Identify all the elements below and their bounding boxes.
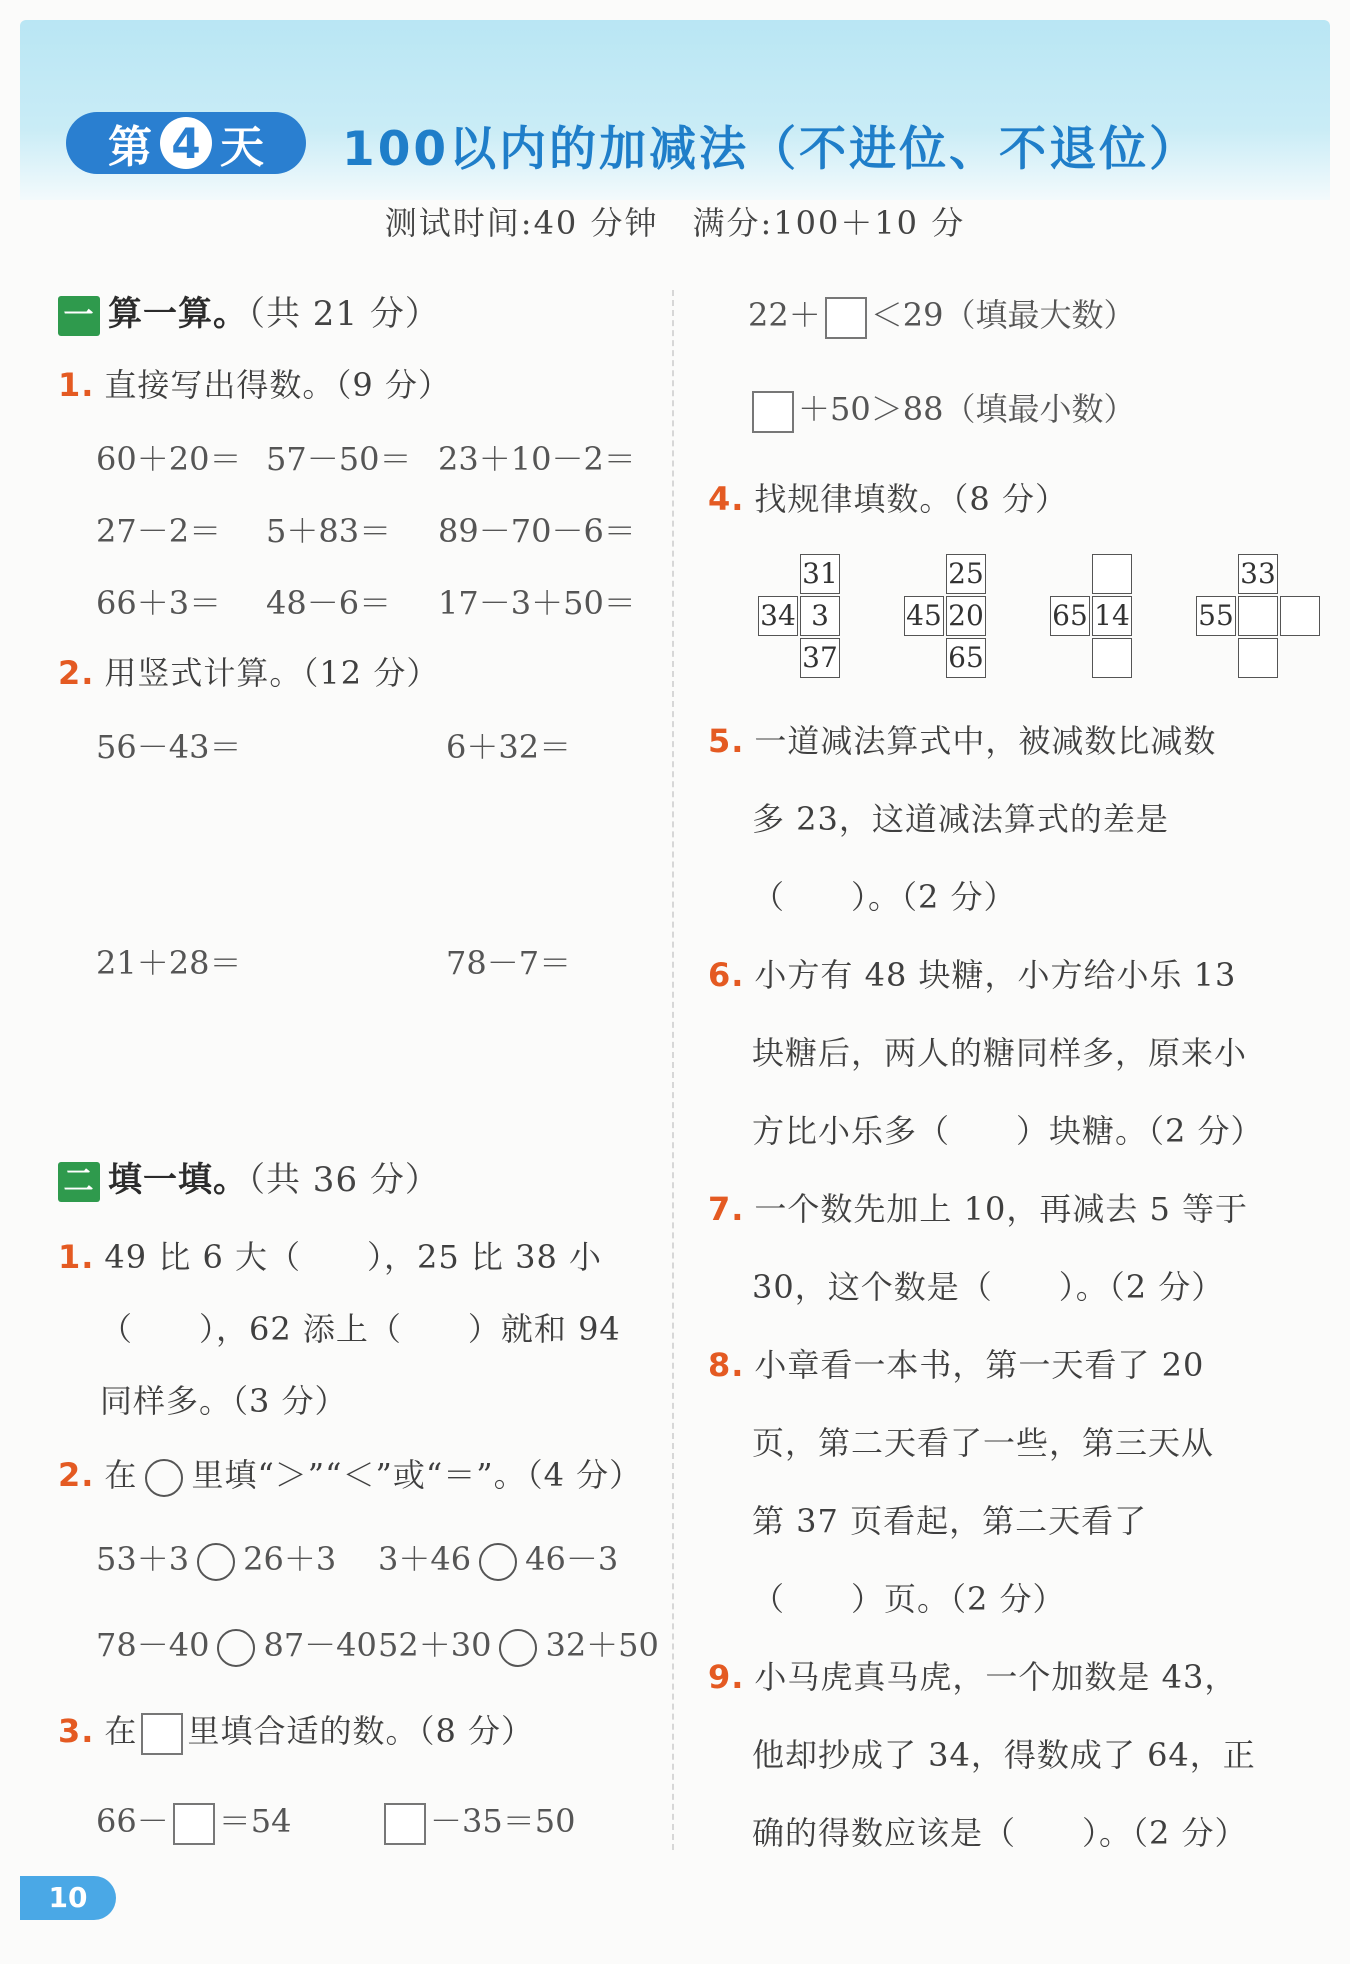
day-prefix: 第 <box>108 122 152 173</box>
cross-cell-right[interactable] <box>1280 596 1320 636</box>
oral-calc-item: 27－2＝ <box>96 512 222 550</box>
s2-q3-text: 里填合适的数。（8 分） <box>187 1712 534 1750</box>
s2-q6-line: 块糖后，两人的糖同样多，原来小 <box>752 1034 1248 1072</box>
oral-calc-item: 17－3＋50＝ <box>438 584 636 622</box>
cross-cell-top: 31 <box>800 554 840 594</box>
s2-q5-line: 一道减法算式中，被减数比减数 <box>754 722 1217 760</box>
fill-box-item <box>748 384 1135 433</box>
s2-q7-number: 7. <box>708 1190 745 1228</box>
s2-q1-line: （ ），62 添上（ ）就和 94 <box>100 1310 621 1348</box>
vertical-calc-item: 6＋32＝ <box>446 728 572 766</box>
s2-q8-line: 第 37 页看起，第二天看了 <box>752 1502 1148 1540</box>
oral-calc-item: 48－6＝ <box>266 584 392 622</box>
compare-circle[interactable] <box>499 1629 537 1667</box>
page-number: 10 <box>20 1876 116 1920</box>
s2-q4-text: 找规律填数。（8 分） <box>754 480 1068 518</box>
s2-q9-line: 他却抄成了 34，得数成了 64，正 <box>752 1736 1256 1774</box>
answer-box[interactable] <box>825 297 867 339</box>
s2-q2 <box>58 1450 642 1497</box>
cross-cell-left: 65 <box>1050 596 1090 636</box>
s2-q8-number: 8. <box>708 1346 745 1384</box>
s2-q3-number: 3. <box>58 1712 95 1750</box>
compare-right: 26＋3 <box>243 1540 337 1578</box>
compare-right: 32＋50 <box>545 1626 659 1664</box>
s2-q8-line: 页，第二天看了一些，第三天从 <box>752 1424 1215 1462</box>
s2-q5-line: 多 23，这道减法算式的差是 <box>752 800 1169 838</box>
cross-cell-left: 34 <box>758 596 798 636</box>
oral-calc-item: 89－70－6＝ <box>438 512 636 550</box>
equation-text: 66－ <box>96 1802 169 1840</box>
s2-q9-number: 9. <box>708 1658 745 1696</box>
s2-q6-line: 小方有 48 块糖，小方给小乐 13 <box>754 956 1237 994</box>
section-2-icon: 二 <box>58 1162 100 1202</box>
section-1-title: 算一算。 <box>108 294 248 334</box>
day-badge <box>66 112 306 174</box>
oral-calc-item: 23＋10－2＝ <box>438 440 636 478</box>
s2-q5-number: 5. <box>708 722 745 760</box>
fill-box-item <box>380 1796 575 1845</box>
section-2-title: 填一填。 <box>108 1160 248 1200</box>
compare-circle[interactable] <box>479 1543 517 1581</box>
s1-q1-number: 1. <box>58 366 95 404</box>
s2-q6-line: 方比小乐多（ ）块糖。（2 分） <box>752 1112 1264 1150</box>
cross-cell-bottom[interactable] <box>1238 638 1278 678</box>
pattern-cross <box>1192 554 1324 680</box>
box-blank <box>141 1713 183 1755</box>
oral-calc-item: 66＋3＝ <box>96 584 222 622</box>
s2-q2-text: 里填“＞”“＜”或“＝”。（4 分） <box>191 1456 643 1494</box>
s2-q9-line: 小马虎真马虎，一个加数是 43， <box>754 1658 1238 1696</box>
s2-q2-text: 在 <box>104 1456 138 1494</box>
answer-box[interactable] <box>173 1803 215 1845</box>
page-title: 100以内的加减法（不进位、不退位） <box>342 121 1200 177</box>
cross-cell-center[interactable] <box>1238 596 1278 636</box>
cross-cell-center: 20 <box>946 596 986 636</box>
s2-q3-text: 在 <box>104 1712 138 1750</box>
day-number: 4 <box>160 117 212 169</box>
section-2-points: （共 36 分） <box>248 1160 440 1200</box>
cross-cell-top: 33 <box>1238 554 1278 594</box>
section-1-heading <box>58 286 440 336</box>
equation-text: －35＝50 <box>430 1802 576 1840</box>
s2-q7-line: 30，这个数是（ ）。（2 分） <box>752 1268 1225 1306</box>
cross-cell-bottom: 65 <box>946 638 986 678</box>
s2-q2-number: 2. <box>58 1456 95 1494</box>
s2-q9 <box>708 1652 1237 1698</box>
circle-blank <box>145 1459 183 1497</box>
cross-cell-center: 3 <box>800 596 840 636</box>
s2-q8-line: （ ）页。（2 分） <box>752 1580 1066 1618</box>
s1-q2 <box>58 648 439 694</box>
compare-item <box>96 1620 377 1667</box>
s2-q6 <box>708 950 1236 996</box>
s1-q2-number: 2. <box>58 654 95 692</box>
answer-box[interactable] <box>384 1803 426 1845</box>
day-suffix: 天 <box>220 122 264 173</box>
compare-right: 87－40 <box>263 1626 377 1664</box>
equation-text: ＝54 <box>218 1802 292 1840</box>
pattern-cross <box>1046 554 1178 680</box>
compare-left: 3＋46 <box>378 1540 472 1578</box>
vertical-calc-item: 21＋28＝ <box>96 944 242 982</box>
compare-left: 53＋3 <box>96 1540 190 1578</box>
cross-cell-left: 45 <box>904 596 944 636</box>
vertical-calc-item: 56－43＝ <box>96 728 242 766</box>
equation-text: ＋50＞88（填最小数） <box>798 390 1136 428</box>
s2-q1-line: 同样多。（3 分） <box>100 1382 348 1420</box>
oral-calc-item: 57－50＝ <box>266 440 412 478</box>
cross-cell-left: 55 <box>1196 596 1236 636</box>
s1-q2-text: 用竖式计算。（12 分） <box>104 654 440 692</box>
s2-q4-number: 4. <box>708 480 745 518</box>
compare-right: 46－3 <box>525 1540 619 1578</box>
s1-q1 <box>58 360 451 406</box>
s2-q4 <box>708 474 1068 520</box>
s1-q1-text: 直接写出得数。（9 分） <box>104 366 451 404</box>
cross-cell-top: 25 <box>946 554 986 594</box>
s2-q5 <box>708 716 1216 762</box>
s2-q6-number: 6. <box>708 956 745 994</box>
s2-q7-line: 一个数先加上 10，再减去 5 等于 <box>754 1190 1249 1228</box>
cross-cell-center: 14 <box>1092 596 1132 636</box>
s2-q8-line: 小章看一本书，第一天看了 20 <box>754 1346 1205 1384</box>
pattern-cross <box>900 554 1032 680</box>
s2-q1 <box>58 1232 602 1278</box>
s2-q1-number: 1. <box>58 1238 95 1276</box>
compare-item <box>378 1620 659 1667</box>
s2-q1-line: 49 比 6 大（ ），25 比 38 小 <box>104 1238 602 1276</box>
pattern-cross <box>754 554 886 680</box>
cross-cell-bottom[interactable] <box>1092 638 1132 678</box>
s2-q8 <box>708 1340 1204 1386</box>
oral-calc-item: 5＋83＝ <box>266 512 392 550</box>
section-1-icon: 一 <box>58 296 100 336</box>
compare-item <box>96 1534 336 1581</box>
test-info: 测试时间:40 分钟 满分:100＋10 分 <box>384 204 966 242</box>
s2-q7 <box>708 1184 1248 1230</box>
oral-calc-item: 60＋20＝ <box>96 440 242 478</box>
vertical-calc-item: 78－7＝ <box>446 944 572 982</box>
cross-cell-bottom: 37 <box>800 638 840 678</box>
compare-left: 78－40 <box>96 1626 210 1664</box>
s2-q3 <box>58 1706 534 1755</box>
equation-text: 22＋ <box>748 296 821 334</box>
compare-left: 52＋30 <box>378 1626 492 1664</box>
compare-circle[interactable] <box>217 1629 255 1667</box>
cross-cell-top[interactable] <box>1092 554 1132 594</box>
equation-text: ＜29（填最大数） <box>870 296 1136 334</box>
section-2-heading <box>58 1152 440 1202</box>
compare-item <box>378 1534 618 1581</box>
s2-q9-line: 确的得数应该是（ ）。（2 分） <box>752 1814 1248 1852</box>
answer-box[interactable] <box>752 391 794 433</box>
column-divider <box>672 290 674 1850</box>
compare-circle[interactable] <box>197 1543 235 1581</box>
section-1-points: （共 21 分） <box>248 294 440 334</box>
fill-box-item <box>748 290 1135 339</box>
s2-q5-line: （ ）。（2 分） <box>752 878 1017 916</box>
fill-box-item <box>96 1796 291 1845</box>
